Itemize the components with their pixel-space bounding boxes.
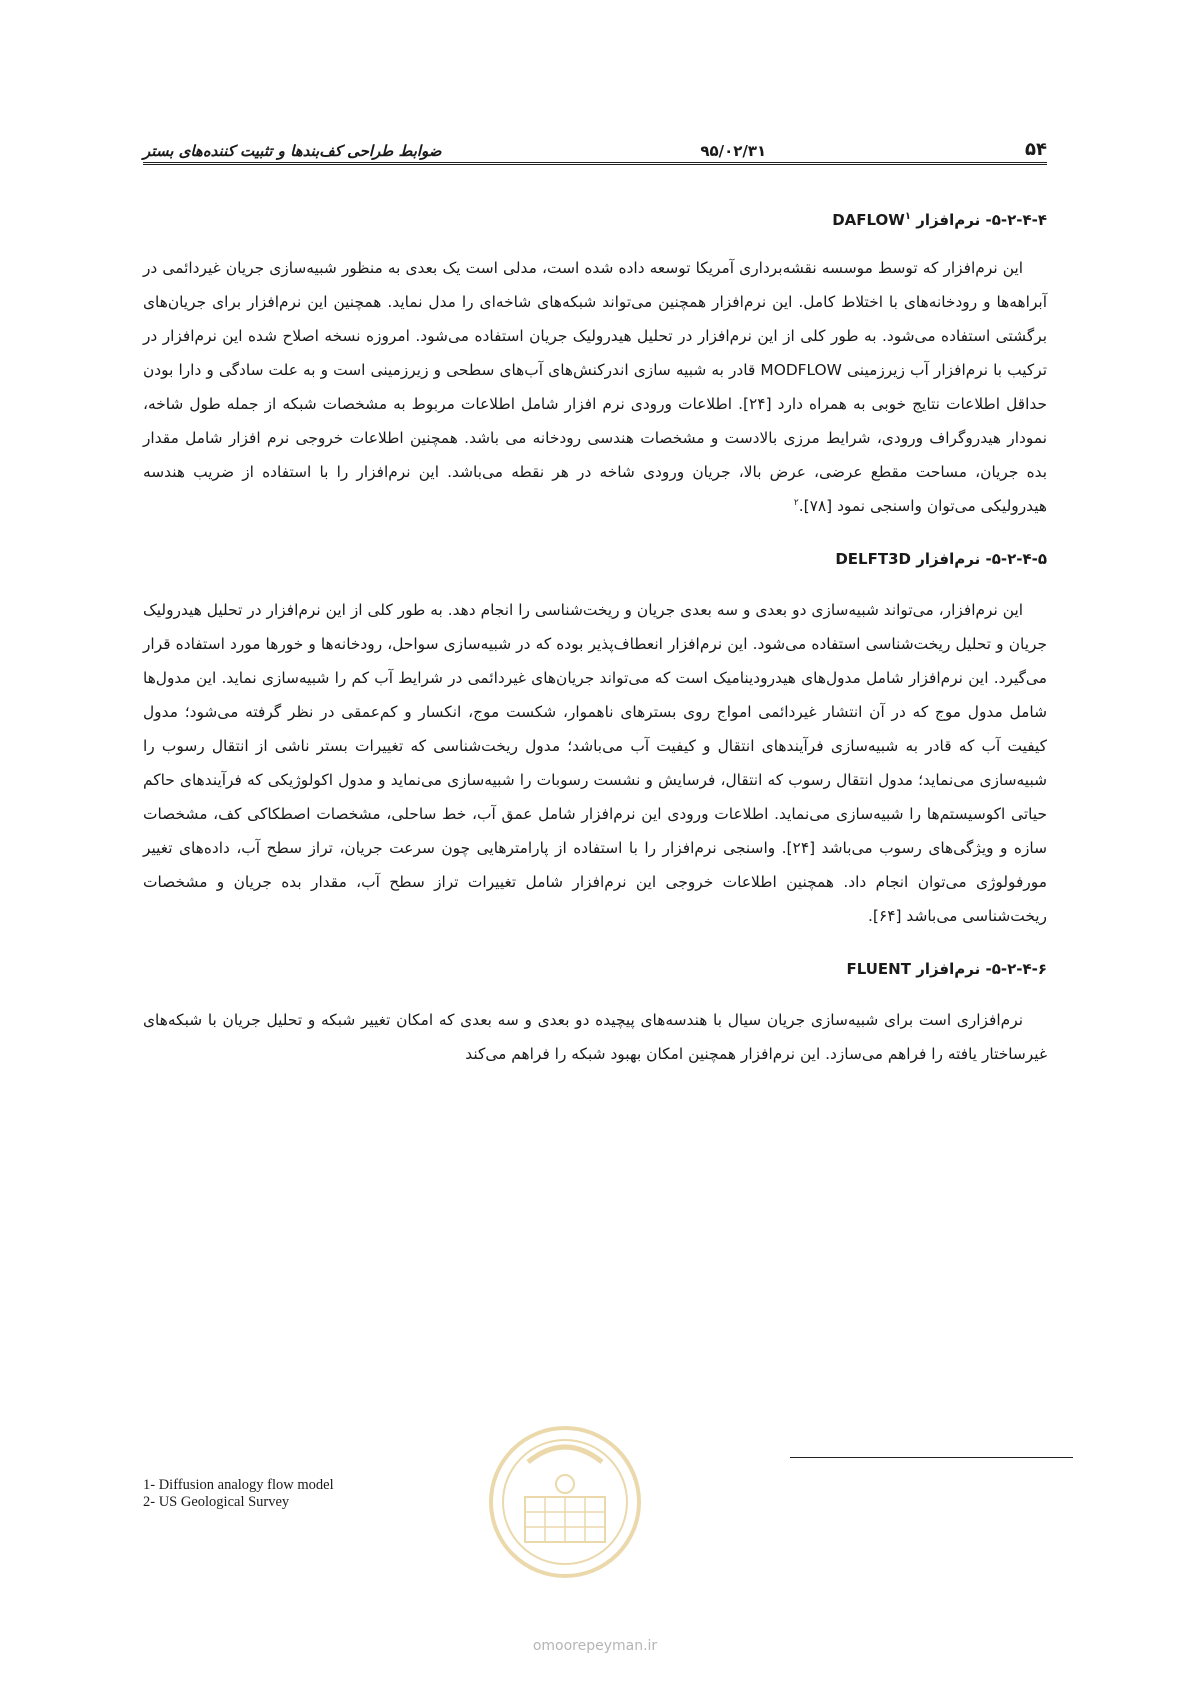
software-name: DELFT3D: [835, 550, 911, 568]
section-number: ۵-۲-۴-۵- نرم‌افزار: [916, 550, 1047, 568]
section-heading-fluent: [143, 957, 1047, 981]
section-heading-daflow: [143, 205, 1047, 229]
section-paragraph-daflow: [143, 251, 1047, 523]
paragraph-text: این نرم‌افزار، می‌تواند شبیه‌سازی دو بعدی و سه بعدی جریان و ریخت‌شناسی را انجام دهد. به طور کلی از این نرم‌افزار در تحلیل هیدرولیک جریان و تحلیل ریخت‌شناسی استفاده می‌شود. این نرم‌افزار انعطاف‌پذیر بوده که در شبیه‌سازی سواحل، رودخانه‌ها و خورها مورد استفاده قرار می‌گیرد. این نرم‌افزار شامل مدول‌های هیدرودینامیک است که می‌تواند جریان‌های غیردائمی در شرایط آب کم را شبیه‌سازی نماید. این مدول‌ها شامل مدول موج که در آن انتشار غیردائمی امواج روی بسترهای ناهموار، شکست موج، انکسار و کم‌عمقی در نظر گرفته می‌شود؛ مدول کیفیت آب که قادر به شبیه‌سازی فرآیندهای انتقال و کیفیت آب می‌باشد؛ مدول ریخت‌شناسی که تغییرات بستر ناشی از انتقال رسوب را شبیه‌سازی می‌نماید؛ مدول انتقال رسوب که انتقال، فرسایش و نشست رسوبات را شبیه‌سازی می‌نماید و مدول اکولوژیکی که فرآیندهای حاکم حیاتی اکوسیستم‌ها را شبیه‌سازی می‌نماید. اطلاعات ورودی این نرم‌افزار شامل عمق آب، خط ساحلی، مشخصات اصطکاکی کف، مشخصات سازه و ویژگی‌های رسوب می‌باشد [۲۴]. واسنجی نرم‌افزار را با استفاده از پارامترهایی چون سرعت جریان، تراز سطح آب، داده‌های تغییر مورفولوژی می‌توان انجام داد. همچنین اطلاعات خروجی این نرم‌افزار شامل تغییرات تراز سطح آب، مقدار بده جریان و مشخصات ریخت‌شناسی می‌باشد [۶۴].: [143, 601, 1047, 925]
footnote-2: 2- US Geological Survey: [143, 1494, 290, 1510]
section-number: ۵-۲-۴-۴- نرم‌افزار: [916, 211, 1047, 229]
footnote-marker: ۱: [904, 211, 911, 222]
footnote-divider: [790, 1457, 1073, 1458]
footnote-marker-2: ۲: [793, 497, 799, 508]
section-paragraph-delft3d: [143, 593, 1047, 933]
page-body: [143, 205, 1047, 1071]
software-name: FLUENT: [846, 960, 911, 978]
section-heading-delft3d: [143, 547, 1047, 571]
paragraph-text: این نرم‌افزار که توسط موسسه نقشه‌برداری آمریکا توسعه داده شده است، مدلی است یک بعدی به منظور شبیه‌سازی جریان غیردائمی در آبراهه‌ها و رودخانه‌های با اختلاط کامل. این نرم‌افزار همچنین می‌تواند شبکه‌های شاخه‌ای را مدل نماید. همچنین این نرم‌افزار برای جریان‌های برگشتی استفاده می‌شود. به طور کلی از این نرم‌افزار در تحلیل هیدرولیک جریان استفاده می‌شود. امروزه نسخه اصلاح شده این نرم‌افزار در ترکیب با نرم‌افزار آب زیرزمینی MODFLOW قادر به شبیه سازی اندرکنش‌های آب‌های سطحی و زیرزمینی است و به علت سادگی و دارا بودن حداقل اطلاعات نتایج خوبی به همراه دارد [۲۴]. اطلاعات ورودی نرم افزار شامل اطلاعات مربوط به مشخصات شبکه از جمله طول شاخه، نمودار هیدروگراف ورودی، شرایط مرزی بالادست و مشخصات هندسی رودخانه می باشد. همچنین اطلاعات خروجی نرم افزار شامل مقدار بده جریان، مساحت مقطع عرضی، عرض بالا، جریان ورودی شاخه در هر نقطه می‌باشد. این نرم‌افزار را با استفاده از ضریب هندسه هیدرولیکی می‌توان واسنجی نمود [۷۸].: [143, 259, 1048, 515]
page-number: ۵۴: [1025, 139, 1047, 160]
section-paragraph-fluent: [143, 1003, 1047, 1071]
section-number: ۵-۲-۴-۶- نرم‌افزار: [916, 960, 1047, 978]
header-date: ۹۵/۰۲/۳۱: [700, 142, 767, 160]
watermark-url: omoorepeyman.ir: [532, 1638, 658, 1654]
watermark-seal-icon: [480, 1422, 650, 1582]
page-header: [143, 128, 1047, 165]
paragraph-text: نرم‌افزاری است برای شبیه‌سازی جریان سیال با هندسه‌های پیچیده دو بعدی و سه بعدی که امکان تغییر شبکه و تحلیل جریان با شبکه‌های غیرساختار یافته را فراهم می‌سازد. این نرم‌افزار همچنین امکان بهبود شبکه را فراهم می‌کند: [143, 1011, 1047, 1063]
software-name: DAFLOW: [832, 211, 905, 229]
footnote-1: 1- Diffusion analogy flow model: [143, 1477, 334, 1493]
footnotes: [143, 1477, 334, 1511]
header-title: ضوابط طراحی کف‌بندها و تثبیت کننده‌های بستر: [143, 142, 442, 160]
